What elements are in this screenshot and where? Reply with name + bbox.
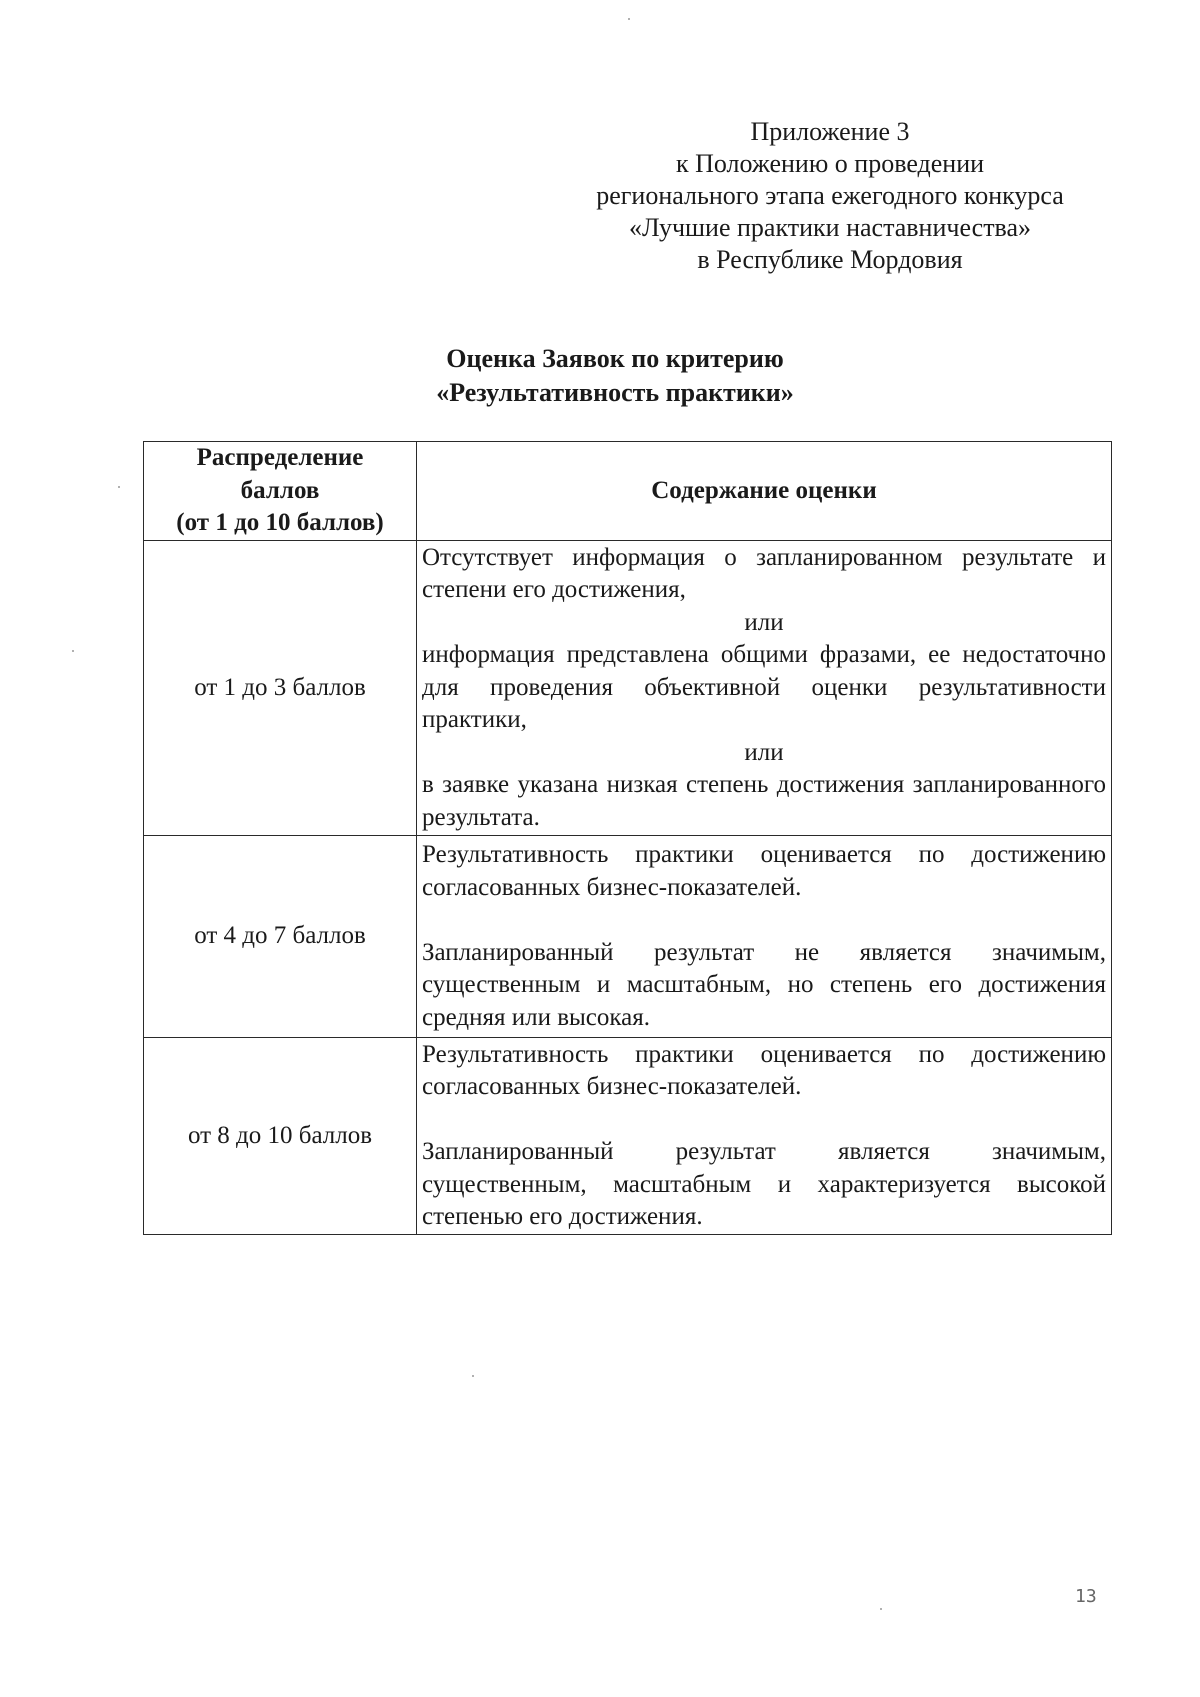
- paragraph-gap: [422, 904, 1106, 937]
- table-row: [144, 836, 1112, 1038]
- appendix-line: «Лучшие практики наставничества»: [628, 213, 1032, 242]
- score-header-cell: [144, 442, 417, 541]
- paragraph-gap: [422, 1104, 1106, 1137]
- score-header-line: (от 1 до 10 баллов): [176, 509, 384, 537]
- score-range-cell: от 1 до 3 баллов: [144, 541, 417, 836]
- content-paragraph: Результативность практики оценивается по достижению согласованных бизнес-показателей.: [422, 841, 1106, 901]
- or-separator: или: [744, 608, 784, 636]
- content-paragraph: информация представлена общими фразами, ее недостаточно для проведения объективной оценки результативности практики,: [422, 641, 1106, 734]
- evaluation-content-cell: [417, 541, 1112, 836]
- appendix-reference: [560, 116, 1100, 276]
- title-line: Оценка Заявок по критерию: [446, 344, 784, 373]
- scan-speck: [118, 486, 120, 488]
- content-paragraph: Запланированный результат не является значимым, существенным и масштабным, но степень его достижения средняя или высокая.: [422, 938, 1106, 1031]
- appendix-line: регионального этапа ежегодного конкурса: [596, 181, 1064, 210]
- table-row: [144, 541, 1112, 836]
- evaluation-table: [143, 441, 1112, 1235]
- or-separator: или: [744, 738, 784, 766]
- scan-speck: [72, 650, 74, 652]
- table-header-row: [144, 442, 1112, 541]
- scan-speck: [628, 18, 630, 20]
- score-header-line: баллов: [240, 476, 320, 504]
- content-header-cell: Содержание оценки: [417, 442, 1112, 541]
- title-line: «Результативность практики»: [436, 378, 794, 407]
- content-paragraph: Отсутствует информация о запланированном результате и степени его достижения,: [422, 543, 1106, 604]
- scan-speck: [880, 1608, 882, 1610]
- content-paragraph: в заявке указана низкая степень достижения запланированного результата.: [422, 771, 1106, 831]
- evaluation-content-cell: [417, 1038, 1112, 1235]
- evaluation-content-cell: [417, 836, 1112, 1038]
- content-paragraph: Результативность практики оценивается по достижению согласованных бизнес-показателей.: [422, 1040, 1106, 1100]
- score-range-cell: от 8 до 10 баллов: [144, 1038, 417, 1235]
- appendix-line: Приложение 3: [750, 117, 910, 146]
- appendix-line: в Республике Мордовия: [697, 245, 963, 274]
- page-number: 13: [1075, 1586, 1097, 1607]
- table-row: [144, 1038, 1112, 1235]
- content-paragraph: Запланированный результат является значимым, существенным, масштабным и характеризуется высокой степенью его достижения.: [422, 1138, 1106, 1230]
- appendix-line: к Положению о проведении: [675, 149, 985, 178]
- score-range-cell: от 4 до 7 баллов: [144, 836, 417, 1038]
- document-title: [200, 342, 1030, 410]
- score-header-line: Распределение: [196, 444, 364, 472]
- scan-speck: [472, 1375, 474, 1377]
